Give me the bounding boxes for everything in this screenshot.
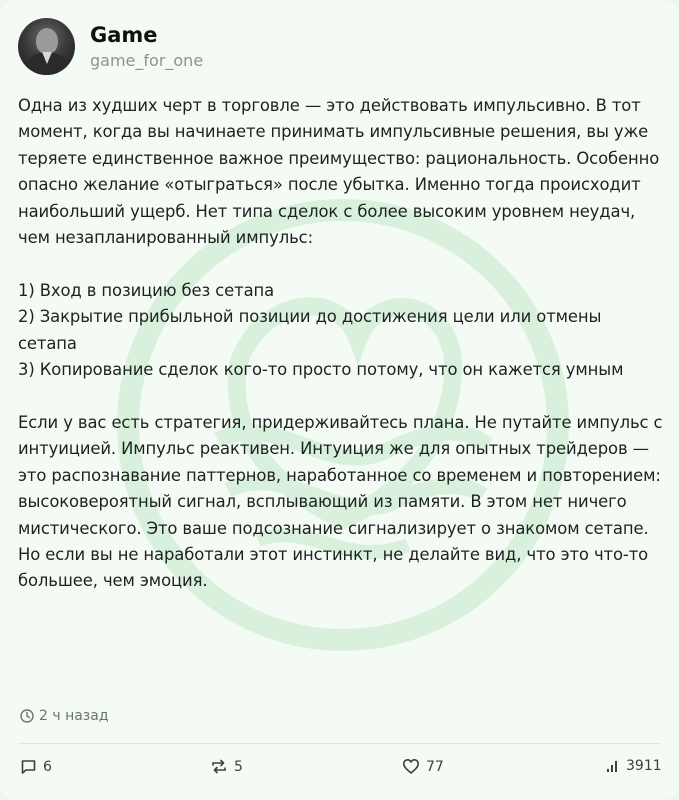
view-count: 3911 <box>626 758 662 774</box>
author-info <box>90 21 203 73</box>
views-button[interactable] <box>606 758 662 774</box>
repost-count: 5 <box>234 758 243 775</box>
avatar[interactable] <box>18 18 75 75</box>
author-display-name[interactable]: Game <box>90 22 158 47</box>
post-timestamp <box>20 708 109 724</box>
reply-button[interactable] <box>20 758 52 775</box>
heart-icon <box>402 758 420 775</box>
post-actions <box>0 758 679 784</box>
like-button[interactable] <box>402 758 444 775</box>
timestamp-label: 2 ч назад <box>39 708 109 724</box>
clock-icon <box>20 709 34 723</box>
bar-chart-icon <box>606 759 620 773</box>
reply-count: 6 <box>43 758 52 775</box>
comment-icon <box>20 758 37 775</box>
author-handle[interactable]: game_for_one <box>90 50 204 70</box>
repost-icon <box>210 758 228 775</box>
divider <box>18 743 661 744</box>
repost-button[interactable] <box>210 758 243 775</box>
post-text: Одна из худших черт в торговле — это действовать импульсивно. В тот момент, когда вы начинаете принимать импульсивные решения, вы уже теряете единственное важное преимущество: рациональность. Особенно опасно желание «отыграться» после убытка. Именно тогда происходит наибольший ущерб. Нет типа сделок с более высоким уровнем неудач, чем незапланированный импульс: 1) Вход в позицию без сетапа 2) Закрытие прибыльной позиции до достижения цели или отмены сетапа 3) Копирование сделок кого-то просто потому, что он кажется умным Если у вас есть стратегия, придерживайтесь плана. Не путайте импульс с интуицией. Импульс реактивен. Интуиция же для опытных трейдеров — это распознавание паттернов, наработанное со временем и повторением: высоковероятный сигнал, всплывающий из памяти. В этом нет ничего мистического. Это ваше подсознание сигнализирует о знакомом сетапе. Но если вы не наработали этот инстинкт, не делайте вид, что это что-то большее, чем эмоция. <box>18 96 663 591</box>
post-header <box>18 18 203 75</box>
like-count: 77 <box>426 758 444 775</box>
